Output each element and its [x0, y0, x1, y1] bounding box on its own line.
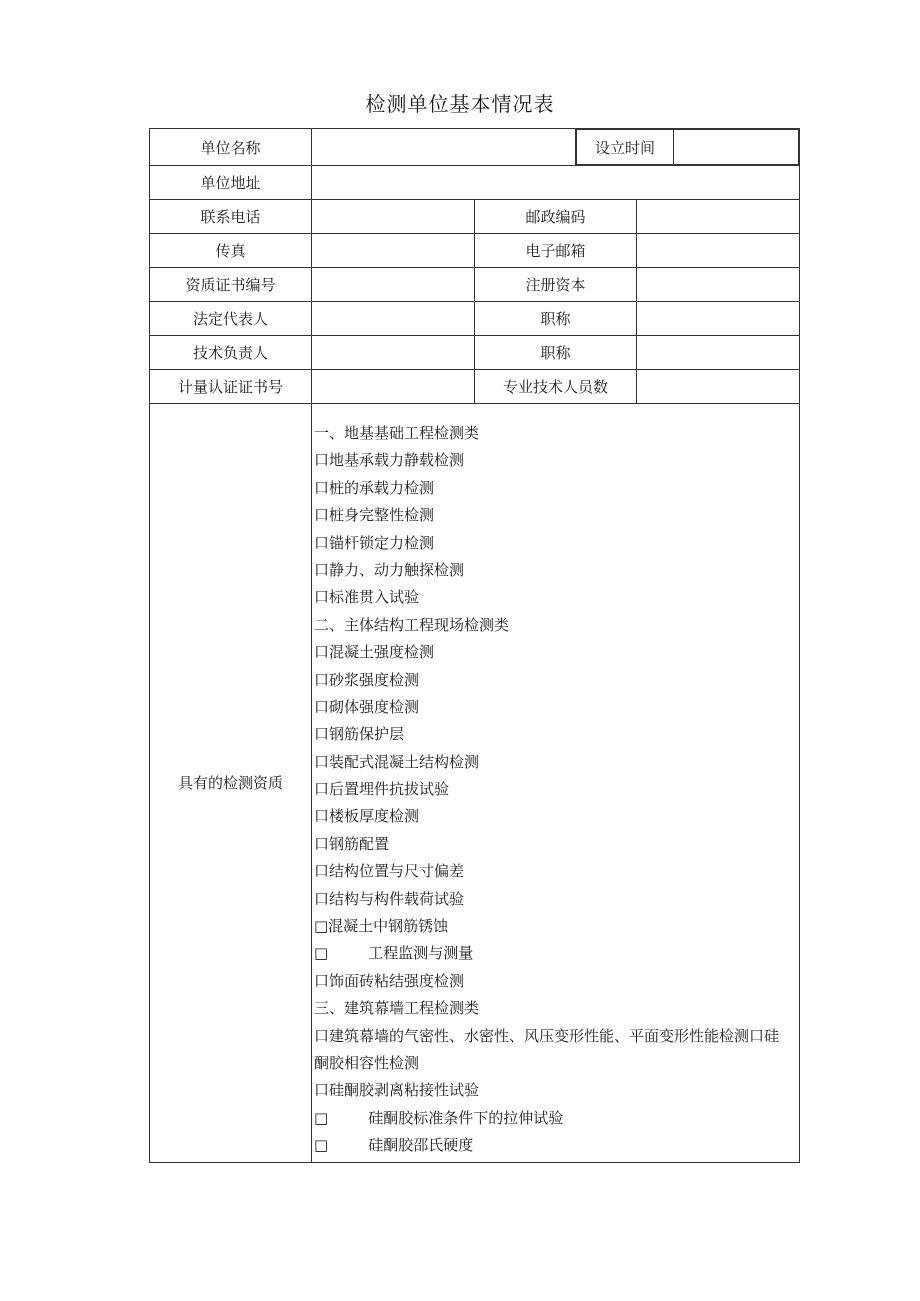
info-table: [149, 128, 800, 1163]
qualification-item: 口硅酮胶剥离粘接性试验: [314, 1081, 480, 1100]
qualification-item-label: 工程监测与测量: [368, 944, 474, 963]
unit-address-field[interactable]: [312, 166, 800, 200]
qualification-item: 口砌体强度检测: [314, 697, 420, 716]
qualification-category: 一、地基基础工程检测类: [314, 424, 480, 442]
qualification-item: 口混凝土强度检测: [314, 643, 435, 662]
established-time-field[interactable]: [674, 130, 799, 165]
qualifications-label: 具有的检测资质: [150, 404, 312, 1163]
qualifications-list: [312, 404, 800, 1163]
qualification-item: 口楼板厚度检测: [314, 807, 420, 826]
technical-director-label: 技术负责人: [150, 336, 312, 370]
technical-staff-count-field[interactable]: [637, 370, 800, 404]
qualification-item: 口桩的承载力检测: [314, 478, 435, 497]
fax-field[interactable]: [312, 234, 475, 268]
qualification-item: 口装配式混凝土结构检测: [314, 752, 480, 771]
postal-code-field[interactable]: [637, 200, 800, 234]
legal-representative-field[interactable]: [312, 302, 475, 336]
tech-director-title-label: 职称: [475, 336, 637, 370]
certificate-number-field[interactable]: [312, 268, 475, 302]
qualification-item: [314, 1132, 799, 1159]
email-field[interactable]: [637, 234, 800, 268]
qualification-item: 口砂浆强度检测: [314, 670, 420, 689]
qualification-item: 口锚杆锁定力检测: [314, 533, 435, 552]
registered-capital-label: 注册资本: [475, 268, 637, 302]
checkbox-icon[interactable]: □: [314, 1108, 329, 1127]
qualification-category: 二、主体结构工程现场检测类: [314, 615, 510, 634]
qualification-item-label: 硅酮胶邵氏硬度: [368, 1136, 474, 1155]
qualification-item: [314, 940, 799, 967]
legal-representative-label: 法定代表人: [150, 302, 312, 336]
qualification-item: 酮胶相容性检测: [314, 1053, 420, 1072]
established-time-label: 设立时间: [577, 130, 674, 165]
qualification-item: 口钢筋配置: [314, 834, 390, 853]
metrology-cert-label: 计量认证证书号: [150, 370, 312, 404]
phone-label: 联系电话: [150, 200, 312, 234]
qualification-item: 口钢筋保护层: [314, 725, 405, 744]
qualification-item: 口结构与构件载荷试验: [314, 889, 465, 908]
qualification-item: 口建筑幕墙的气密性、水密性、风压变形性能、平面变形性能检测口硅: [314, 1026, 780, 1045]
email-label: 电子邮箱: [475, 234, 637, 268]
qualification-item: 口后置埋件抗拔试验: [314, 780, 450, 799]
qualification-item: [314, 1105, 799, 1132]
unit-name-field[interactable]: [312, 129, 576, 166]
qualification-item: 口静力、动力触探检测: [314, 560, 465, 579]
page-title: 检测单位基本情况表: [365, 92, 555, 116]
technical-staff-count-label: 专业技术人员数: [475, 370, 637, 404]
checkbox-icon[interactable]: □: [314, 1136, 329, 1155]
qualification-item: □混凝土中钢筋锈蚀: [314, 917, 449, 936]
unit-address-label: 单位地址: [150, 166, 312, 200]
tech-director-title-field[interactable]: [637, 336, 800, 370]
metrology-cert-field[interactable]: [312, 370, 475, 404]
technical-director-field[interactable]: [312, 336, 475, 370]
checkbox-icon[interactable]: □: [314, 944, 329, 963]
legal-rep-title-label: 职称: [475, 302, 637, 336]
unit-name-label: 单位名称: [150, 129, 312, 166]
qualification-item-label: 硅酮胶标准条件下的拉伸试验: [368, 1108, 564, 1127]
qualification-item: 口饰面砖粘结强度检测: [314, 971, 465, 990]
qualification-category: 三、建筑幕墙工程检测类: [314, 999, 480, 1018]
phone-field[interactable]: [312, 200, 475, 234]
postal-code-label: 邮政编码: [475, 200, 637, 234]
certificate-number-label: 资质证书编号: [150, 268, 312, 302]
qualification-item: 口桩身完整性检测: [314, 506, 435, 525]
registered-capital-field[interactable]: [637, 268, 800, 302]
legal-rep-title-field[interactable]: [637, 302, 800, 336]
qualification-item: 口标准贯入试验: [314, 588, 420, 607]
fax-label: 传真: [150, 234, 312, 268]
qualification-item: 口地基承载力静载检测: [314, 451, 465, 470]
qualification-item: 口结构位置与尺寸偏差: [314, 862, 465, 881]
